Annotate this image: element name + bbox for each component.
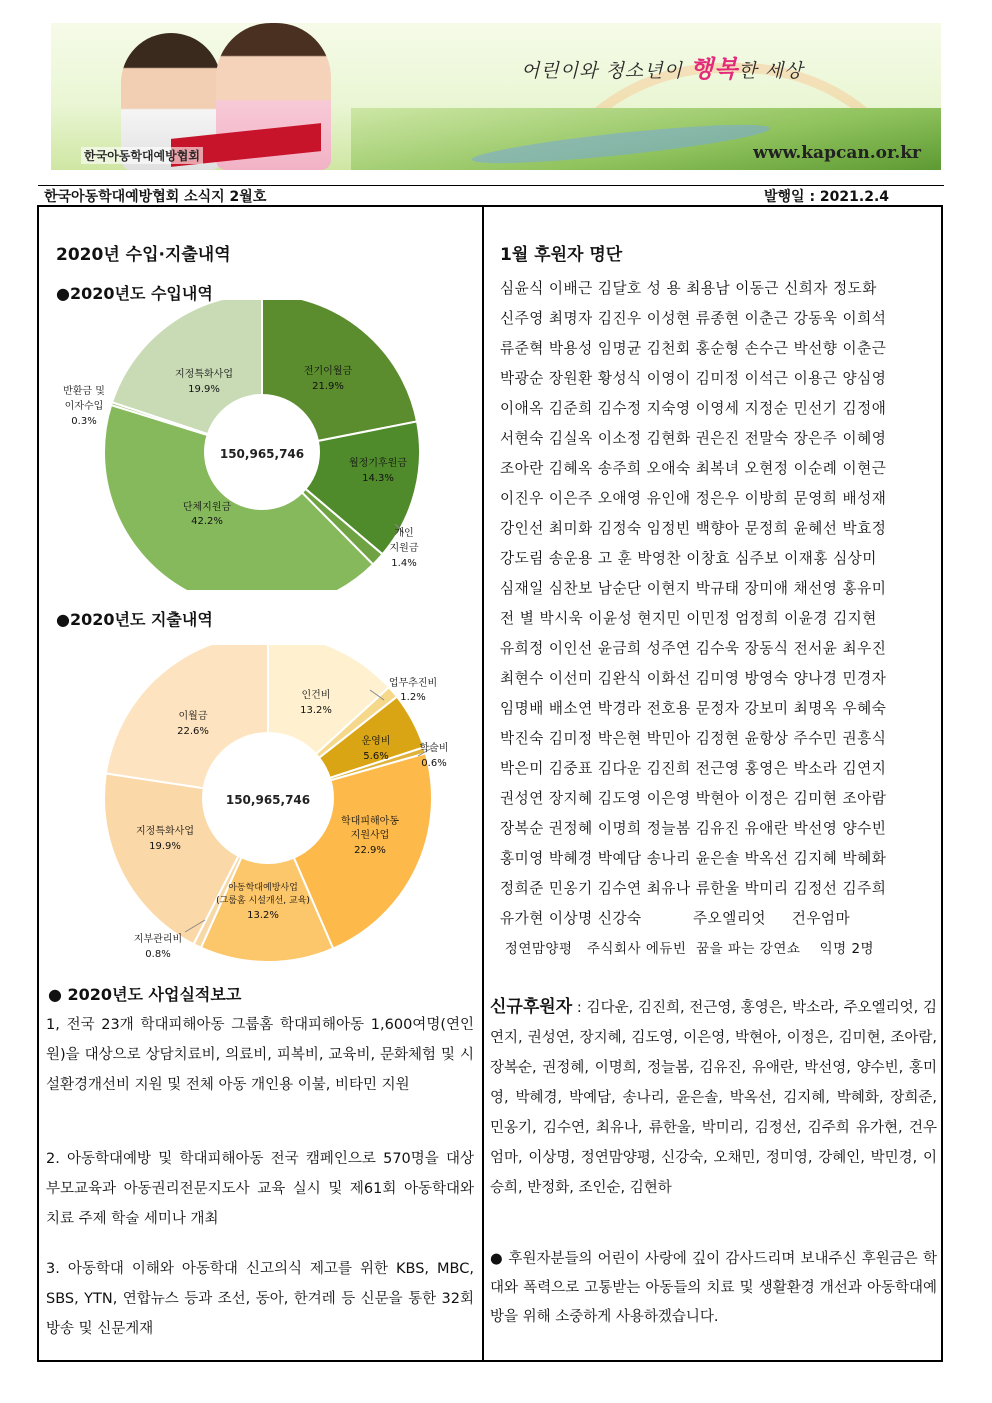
income-pie-chart — [50, 300, 480, 590]
expense-pct-branch: 0.8% — [145, 949, 171, 960]
new-sponsors-label: 신규후원자 — [490, 997, 573, 1017]
income-center-total: 150,965,746 — [219, 447, 305, 461]
income-label-individual-2: 지원금 — [389, 543, 419, 554]
donor-line: 조아란 김혜옥 송주희 오애숙 최복녀 오현정 이순례 이현근 — [500, 460, 887, 477]
income-pct-monthly: 14.3% — [362, 473, 394, 484]
column-divider — [482, 205, 484, 1362]
expense-label-branch: 지부관리비 — [133, 934, 183, 945]
expense-label-prevention-1: 아동학대예방사업 — [228, 883, 298, 893]
income-label-refund-2: 이자수입 — [64, 401, 104, 412]
finance-title: 2020년 수입·지출내역 — [56, 245, 231, 265]
new-sponsors — [490, 992, 937, 1203]
header-banner — [51, 23, 941, 170]
expense-heading: ●2020년도 지출내역 — [56, 610, 213, 629]
expense-label-personnel: 인건비 — [301, 690, 331, 701]
expense-pct-carryover: 22.6% — [177, 726, 209, 737]
income-label-monthly: 월정기후원금 — [349, 458, 407, 469]
donor-line: 홍미영 박혜경 박예담 송나리 윤은솔 박옥선 김지혜 박혜화 — [500, 850, 887, 867]
donor-line: 박은미 김중표 김다운 김진희 전근영 홍영은 박소라 김연지 — [500, 760, 887, 777]
report-item-1: 1, 전국 23개 학대피해아동 그룹홈 학대피해아동 1,600여명(연인원)을 대상으로 상담치료비, 의료비, 피복비, 교육비, 문화체험 및 시설환경개선비 지원 및 전체 아동 개인용 이불, 비타민 지원 — [46, 1017, 474, 1093]
expense-pct-victim: 22.9% — [354, 845, 386, 856]
donor-line: 권성연 장지혜 김도영 이은영 박현아 이정은 김미현 조아람 — [500, 790, 887, 807]
donor-line: 서현숙 김실옥 이소정 김현화 권은진 전말숙 장은주 이혜영 — [500, 430, 887, 447]
donor-line: 유가현 이상명 신강숙 주오엘리엇 건우엄마 — [500, 910, 851, 927]
banner-slogan: 어린이와 청소년이 행복한 세상 — [521, 54, 804, 83]
donor-line: 정희준 민옹기 김수연 최유나 류한울 박미리 김정선 김주희 — [500, 880, 887, 897]
expense-pct-academic: 0.6% — [421, 758, 447, 769]
expense-label-victim-1: 학대피해아동 — [341, 816, 399, 827]
thanks-message: ● 후원자분들의 어린이 사랑에 깊이 감사드리며 보내주신 후원금은 학대와 폭력으로 고통받는 아동들의 치료 및 생활환경 개선과 아동학대예방을 위해 소중하게 사용하겠습니다. — [490, 1251, 937, 1325]
donor-line: 장복순 권정혜 이명희 정늘봄 김유진 유애란 박선영 양수빈 — [500, 820, 887, 837]
expense-label-victim-2: 지원사업 — [350, 830, 390, 841]
donor-list-title: 1월 후원자 명단 — [500, 245, 623, 265]
expense-label-academic: 학술비 — [419, 743, 449, 754]
income-pct-carryover: 21.9% — [312, 381, 344, 392]
income-label-designated: 지정특화사업 — [175, 369, 233, 380]
report-item-3: 3. 아동학대 이해와 아동학대 신고의식 제고를 위한 KBS, MBC, SBS, YTN, 연합뉴스 등과 조선, 동아, 한겨레 등 신문을 통한 32회 방송 및 신문게재 — [46, 1261, 474, 1337]
income-pct-individual: 1.4% — [391, 558, 417, 569]
expense-label-designated: 지정특화사업 — [136, 826, 194, 837]
publish-date: 발행일 : 2021.2.4 — [764, 189, 890, 205]
expense-label-prevention-2: (그룹홈 시설개선, 교육) — [216, 896, 310, 906]
income-label-individual-1: 개인 — [394, 528, 414, 539]
donor-line: 유희정 이인선 윤금희 성주연 김수욱 장동식 전서윤 최우진 — [500, 640, 887, 657]
new-sponsors-names: : 김다운, 김진희, 전근영, 홍영은, 박소라, 주오엘리엇, 김연지, 권성연, 장지혜, 김도영, 이은영, 박현아, 이정은, 김미현, 조아람, 장복순, 권정혜, 이명희, 정늘봄, 김유진, 유애란, 박선영, 양수빈, 홍미영, 박혜경, 박예담, 송나리, 윤은솔, 박옥선, 김지혜, 박혜화, 장희준, 민옹기, 김수연, 최유나, 류한울, 박미리, 김정선, 김주희 유가현, 건우엄마, 이상명, 정연맘양평, 신강숙, 오채민, 정미영, 강혜인, 박민경, 이승희, 반정화, 조인순, 김현하 — [490, 1000, 937, 1196]
income-pct-group: 42.2% — [191, 516, 223, 527]
donor-line: 심윤식 이배근 김달호 성 용 최용남 이동근 신희자 정도화 — [500, 280, 877, 297]
expense-pct-operating: 5.6% — [363, 751, 389, 762]
expense-pie-chart — [95, 645, 480, 965]
newsletter-title: 한국아동학대예방협회 소식지 2월호 — [44, 189, 267, 205]
expense-pct-personnel: 13.2% — [300, 705, 332, 716]
income-label-carryover: 전기이월금 — [303, 366, 353, 377]
expense-pct-designated: 19.9% — [149, 841, 181, 852]
expense-center-total: 150,965,746 — [225, 793, 311, 807]
donor-line: 강인선 최미화 김정숙 임정빈 백향아 문정희 윤혜선 박효정 — [500, 520, 887, 537]
income-pct-refund: 0.3% — [71, 416, 97, 427]
donor-line: 이진우 이은주 오애영 유인애 정은우 이방희 문영희 배성재 — [500, 490, 887, 507]
income-label-group: 단체지원금 — [182, 502, 232, 513]
expense-pct-business: 1.2% — [400, 692, 426, 703]
expense-label-carryover: 이월금 — [178, 711, 208, 722]
donor-line: 이애옥 김준희 김수정 지숙영 이영세 지정순 민선기 김정애 — [500, 400, 887, 417]
report-heading: ● 2020년도 사업실적보고 — [48, 985, 242, 1004]
donor-line: 전 별 박시욱 이윤성 현지민 이민정 엄정희 이윤경 김지현 — [500, 610, 877, 627]
website-url[interactable]: www.kapcan.or.kr — [753, 143, 921, 163]
donor-line: 강도림 송운용 고 훈 박영찬 이창효 심주보 이재홍 심상미 — [500, 550, 877, 567]
income-heading: ●2020년도 수입내역 — [56, 284, 213, 303]
expense-pct-prevention: 13.2% — [247, 910, 279, 921]
donor-line: 신주영 최명자 김진우 이성현 류종현 이춘근 강동욱 이희석 — [500, 310, 887, 327]
expense-label-business: 업무추진비 — [388, 678, 438, 689]
donor-line: 심재일 심찬보 남순단 이현지 박규태 장미애 채선영 홍유미 — [500, 580, 887, 597]
donor-line: 박진숙 김미정 박은현 박민아 김정현 윤항상 주수민 권흥식 — [500, 730, 887, 747]
donor-line: 류준혁 박용성 임명균 김천회 홍순형 손수근 박선향 이춘근 — [500, 340, 887, 357]
donor-line: 정연맘양평 주식회사 에듀빈 꿈을 파는 강연쇼 익명 2명 — [500, 941, 875, 957]
donor-line: 박광순 장원환 황성식 이영이 김미정 이석근 이용근 양심영 — [500, 370, 887, 387]
income-label-refund-1: 반환금 및 — [63, 386, 105, 397]
expense-label-operating: 운영비 — [361, 736, 391, 747]
donor-list — [500, 274, 936, 964]
income-pct-designated: 19.9% — [188, 384, 220, 395]
donor-line: 최현수 이선미 김완식 이화선 김미영 방영숙 양나경 민경자 — [500, 670, 887, 687]
donor-line: 임명배 배소연 박경라 전호용 문정자 강보미 최명옥 우혜숙 — [500, 700, 887, 717]
report-item-2: 2. 아동학대예방 및 학대피해아동 전국 캠페인으로 570명을 대상 부모교육과 아동권리전문지도사 교육 실시 및 제61회 아동학대와 치료 주제 학술 세미나 개최 — [46, 1151, 474, 1227]
org-logo-text: 한국아동학대예방협회 — [81, 147, 203, 164]
